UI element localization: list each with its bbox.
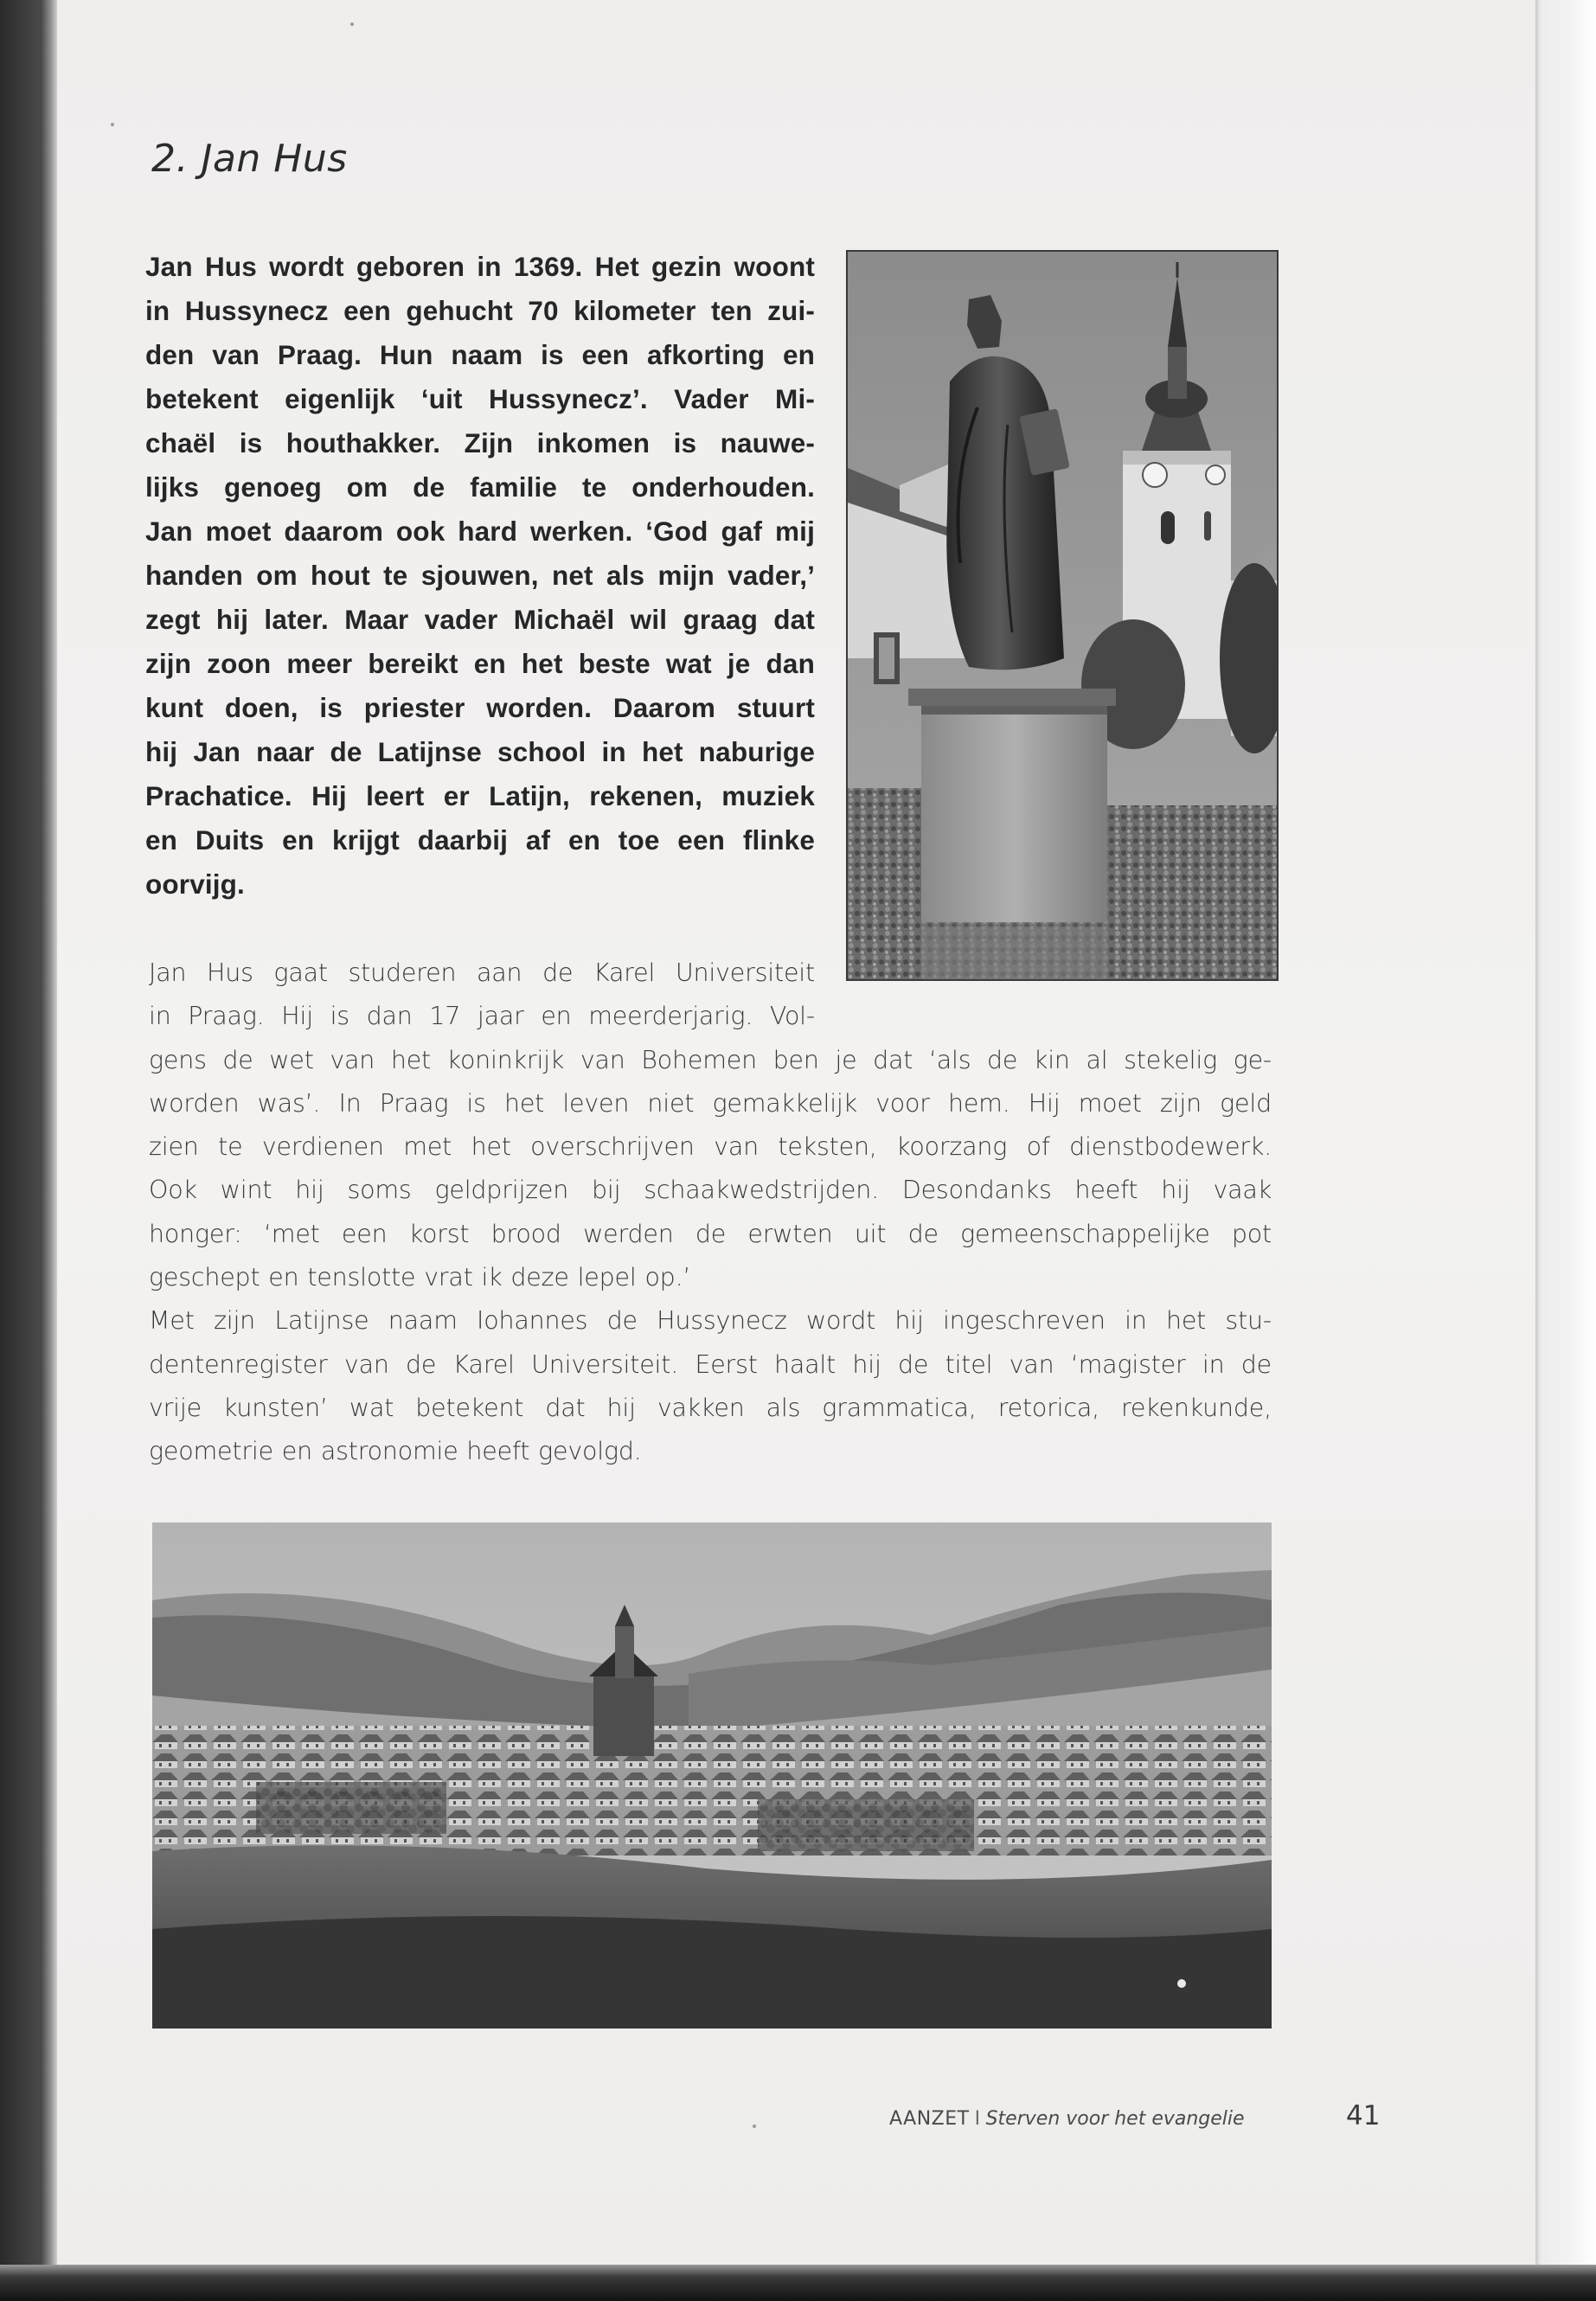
main-line: geschept en tenslotte vrat ik deze lepel op.’ (149, 1263, 691, 1292)
intro-line: lijks genoeg om de familie te onderhouden. (145, 471, 815, 503)
intro-line: zijn zoon meer bereikt en het beste wat je dan (145, 648, 815, 679)
main-line: zien te verdienen met het overschrijven van teksten, koorzang of dienstbodewerk. (149, 1132, 1272, 1162)
intro-line: handen om hout te sjouwen, net als mijn vader,’ (145, 560, 815, 591)
scan-edge-right (1535, 0, 1596, 2301)
book-subtitle: Sterven voor het evangelie (985, 2108, 1245, 2130)
intro-line: zegt hij later. Maar vader Michaël wil graag dat (145, 604, 815, 635)
scan-speck (350, 22, 354, 26)
page-number: 41 (1346, 2100, 1381, 2131)
intro-paragraph (145, 245, 815, 907)
main-line: gens de wet van het koninkrijk van Bohemen ben je dat ‘als de kin al stekelig ge- (149, 1045, 1272, 1074)
scan-speck (111, 123, 114, 126)
main-line: honger: ‘met een korst brood werden de erwten uit de gemeenschappelijke pot (149, 1219, 1272, 1248)
photo-hus-statue (846, 250, 1279, 981)
main-paragraph (149, 952, 1272, 1474)
intro-line: in Hussynecz een gehucht 70 kilometer ten zui- (145, 295, 815, 326)
photo-prachatice-valley (152, 1522, 1272, 2029)
main-line: in Praag. Hij is dan 17 jaar en meerderjarig. Vol- (149, 1002, 815, 1031)
intro-line: den van Praag. Hun naam is een afkorting en (145, 339, 815, 370)
statue-photo-drawing (848, 252, 1277, 979)
chapter-title: 2. Jan Hus (151, 137, 348, 181)
main-line: vrije kunsten’ wat betekent dat hij vakken als grammatica, retorica, rekenkunde, (149, 1393, 1272, 1422)
footer-separator: I (974, 2108, 981, 2130)
series-name: AANZET (889, 2108, 970, 2130)
main-line: Met zijn Latijnse naam Iohannes de Hussynecz wordt hij ingeschreven in het stu- (149, 1306, 1272, 1336)
intro-line: Jan Hus wordt geboren in 1369. Het gezin woont (145, 251, 815, 282)
main-line: Ook wint hij soms geldprijzen bij schaakwedstrijden. Desondanks heeft hij vaak (149, 1176, 1272, 1205)
intro-line: chaël is houthakker. Zijn inkomen is nauwe- (145, 427, 815, 458)
scan-edge-left (0, 0, 57, 2301)
scan-speck (753, 2125, 756, 2128)
intro-line: Prachatice. Hij leert er Latijn, rekenen, muziek (145, 780, 815, 811)
scan-edge-bottom (0, 2265, 1596, 2301)
main-line: Jan Hus gaat studeren aan de Karel Universiteit (149, 958, 815, 987)
valley-photo-drawing (152, 1522, 1272, 2029)
intro-line: kunt doen, is priester worden. Daarom stuurt (145, 692, 815, 723)
intro-line: Jan moet daarom ook hard werken. ‘God gaf mij (145, 516, 815, 547)
intro-line: en Duits en krijgt daarbij af en toe een flinke (145, 824, 815, 856)
running-footer (889, 2108, 1245, 2130)
intro-line: hij Jan naar de Latijnse school in het naburige (145, 736, 815, 767)
main-line: dentenregister van de Karel Universiteit. Eerst haalt hij de titel van ‘magister in de (149, 1349, 1272, 1379)
main-line: worden was’. In Praag is het leven niet gemakkelijk voor hem. Hij moet zijn geld (149, 1088, 1272, 1118)
intro-line: oorvijg. (145, 868, 245, 900)
main-line: geometrie en astronomie heeft gevolgd. (149, 1437, 642, 1466)
intro-line: betekent eigenlijk ‘uit Hussynecz’. Vader Mi- (145, 383, 815, 414)
